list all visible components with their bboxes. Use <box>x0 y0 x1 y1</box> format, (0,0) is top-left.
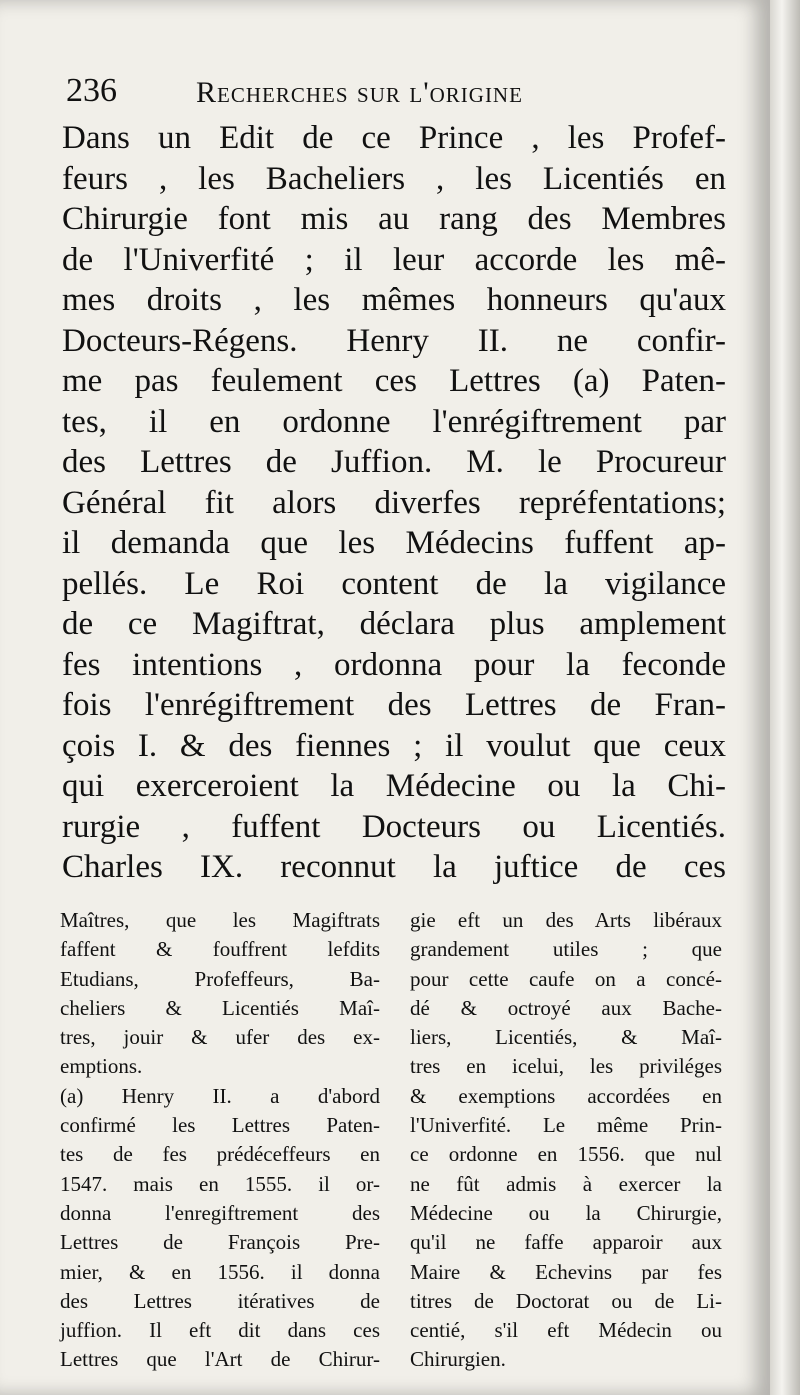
footnote-line: Chirurgien. <box>410 1347 506 1372</box>
footnote-line: mier, & en 1556. il donna <box>60 1259 380 1284</box>
footnote-line: pour cette caufe on a concé- <box>410 966 722 991</box>
main-text <box>62 118 726 888</box>
footnote-line: tres, jouir & ufer des ex- <box>60 1025 380 1050</box>
footnote-line: Médecine ou la Chirurgie, <box>410 1200 722 1225</box>
text-line: Charles IX. reconnut la juftice de ces <box>62 849 726 885</box>
footnote-line: 1547. mais en 1555. il or- <box>60 1171 380 1196</box>
text-line: fes intentions , ordonna pour la feconde <box>62 646 726 683</box>
text-line: il demanda que les Médecins fuffent ap- <box>62 525 726 561</box>
footnote-line: Maîtres, que les Magiftrats <box>60 908 380 932</box>
page-header <box>66 72 726 122</box>
footnote-line: grandement utiles ; que <box>410 937 722 962</box>
text-line: qui exerceroient la Médecine ou la Chi- <box>62 768 726 804</box>
footnote-line: & exemptions accordées en <box>410 1083 722 1108</box>
text-line: pellés. Le Roi content de la vigilance <box>62 565 726 602</box>
footnote-line: faffent & fouffrent lefdits <box>60 937 380 962</box>
text-line: Dans un Edit de ce Prince , les Profef- <box>62 120 726 156</box>
text-line: des Lettres de Juffion. M. le Procureur <box>62 444 726 480</box>
footnote-line: dé & octroyé aux Bache- <box>410 995 722 1020</box>
text-line: Docteurs-Régens. Henry II. ne confir- <box>62 322 726 359</box>
footnote-line: qu'il ne faffe apparoir aux <box>410 1230 722 1255</box>
footnote-line: centié, s'il eft Médecin ou <box>410 1318 722 1343</box>
text-line: Général fit alors diverfes repréfentations; <box>62 484 726 521</box>
footnote-line: titres de Doctorat ou de Li- <box>410 1288 722 1313</box>
text-line: tes, il en ordonne l'enrégiftrement par <box>62 403 726 440</box>
footnote-line: juffion. Il eft dit dans ces <box>60 1318 380 1343</box>
text-line: feurs , les Bacheliers , les Licentiés en <box>62 160 726 197</box>
text-line: me pas feulement ces Lettres (a) Paten- <box>62 363 726 399</box>
footnote-line: ce ordonne en 1556. que nul <box>410 1142 722 1167</box>
footnote-line: gie eft un des Arts libéraux <box>410 908 722 932</box>
footnote-line: confirmé les Lettres Paten- <box>60 1113 380 1138</box>
text-line: çois I. & des fiennes ; il voulut que ceux <box>62 727 726 764</box>
footnote-line: Maire & Echevins par fes <box>410 1259 722 1284</box>
footnote-line: (a) Henry II. a d'abord <box>60 1083 380 1108</box>
footnote-line: liers, Licentiés, & Maî- <box>410 1025 722 1050</box>
footnote-left-column <box>60 906 380 1375</box>
footnote-line: Lettres que l'Art de Chirur- <box>60 1347 380 1372</box>
text-line: de ce Magiftrat, déclara plus amplement <box>62 606 726 642</box>
text-line: de l'Univerfité ; il leur accorde les mê- <box>62 241 726 278</box>
text-line: fois l'enrégiftrement des Lettres de Fran- <box>62 687 726 723</box>
page-number: 236 <box>66 72 117 109</box>
footnote-line: ne fût admis à exercer la <box>410 1171 722 1196</box>
footnote-line: l'Univerfité. Le même Prin- <box>410 1113 722 1138</box>
text-line: Chirurgie font mis au rang des Membres <box>62 201 726 237</box>
footnote-line: Lettres de François Pre- <box>60 1230 380 1255</box>
footnote-line: Etudians, Profeffeurs, Ba- <box>60 966 380 991</box>
text-line: rurgie , fuffent Docteurs ou Licentiés. <box>62 808 726 845</box>
text-line: mes droits , les mêmes honneurs qu'aux <box>62 282 726 318</box>
footnote-line: tes de fes prédéceffeurs en <box>60 1142 380 1167</box>
footnote-right-column <box>410 906 722 1375</box>
footnote-line: des Lettres itératives de <box>60 1288 380 1313</box>
page-edge <box>770 0 800 1395</box>
footnote-line: cheliers & Licentiés Maî- <box>60 995 380 1020</box>
footnote-line: tres en icelui, les priviléges <box>410 1054 722 1079</box>
running-title: Recherches sur l'origine <box>196 76 523 109</box>
footnote-line: emptions. <box>60 1054 143 1079</box>
footnote-line: donna l'enregiftrement des <box>60 1200 380 1225</box>
